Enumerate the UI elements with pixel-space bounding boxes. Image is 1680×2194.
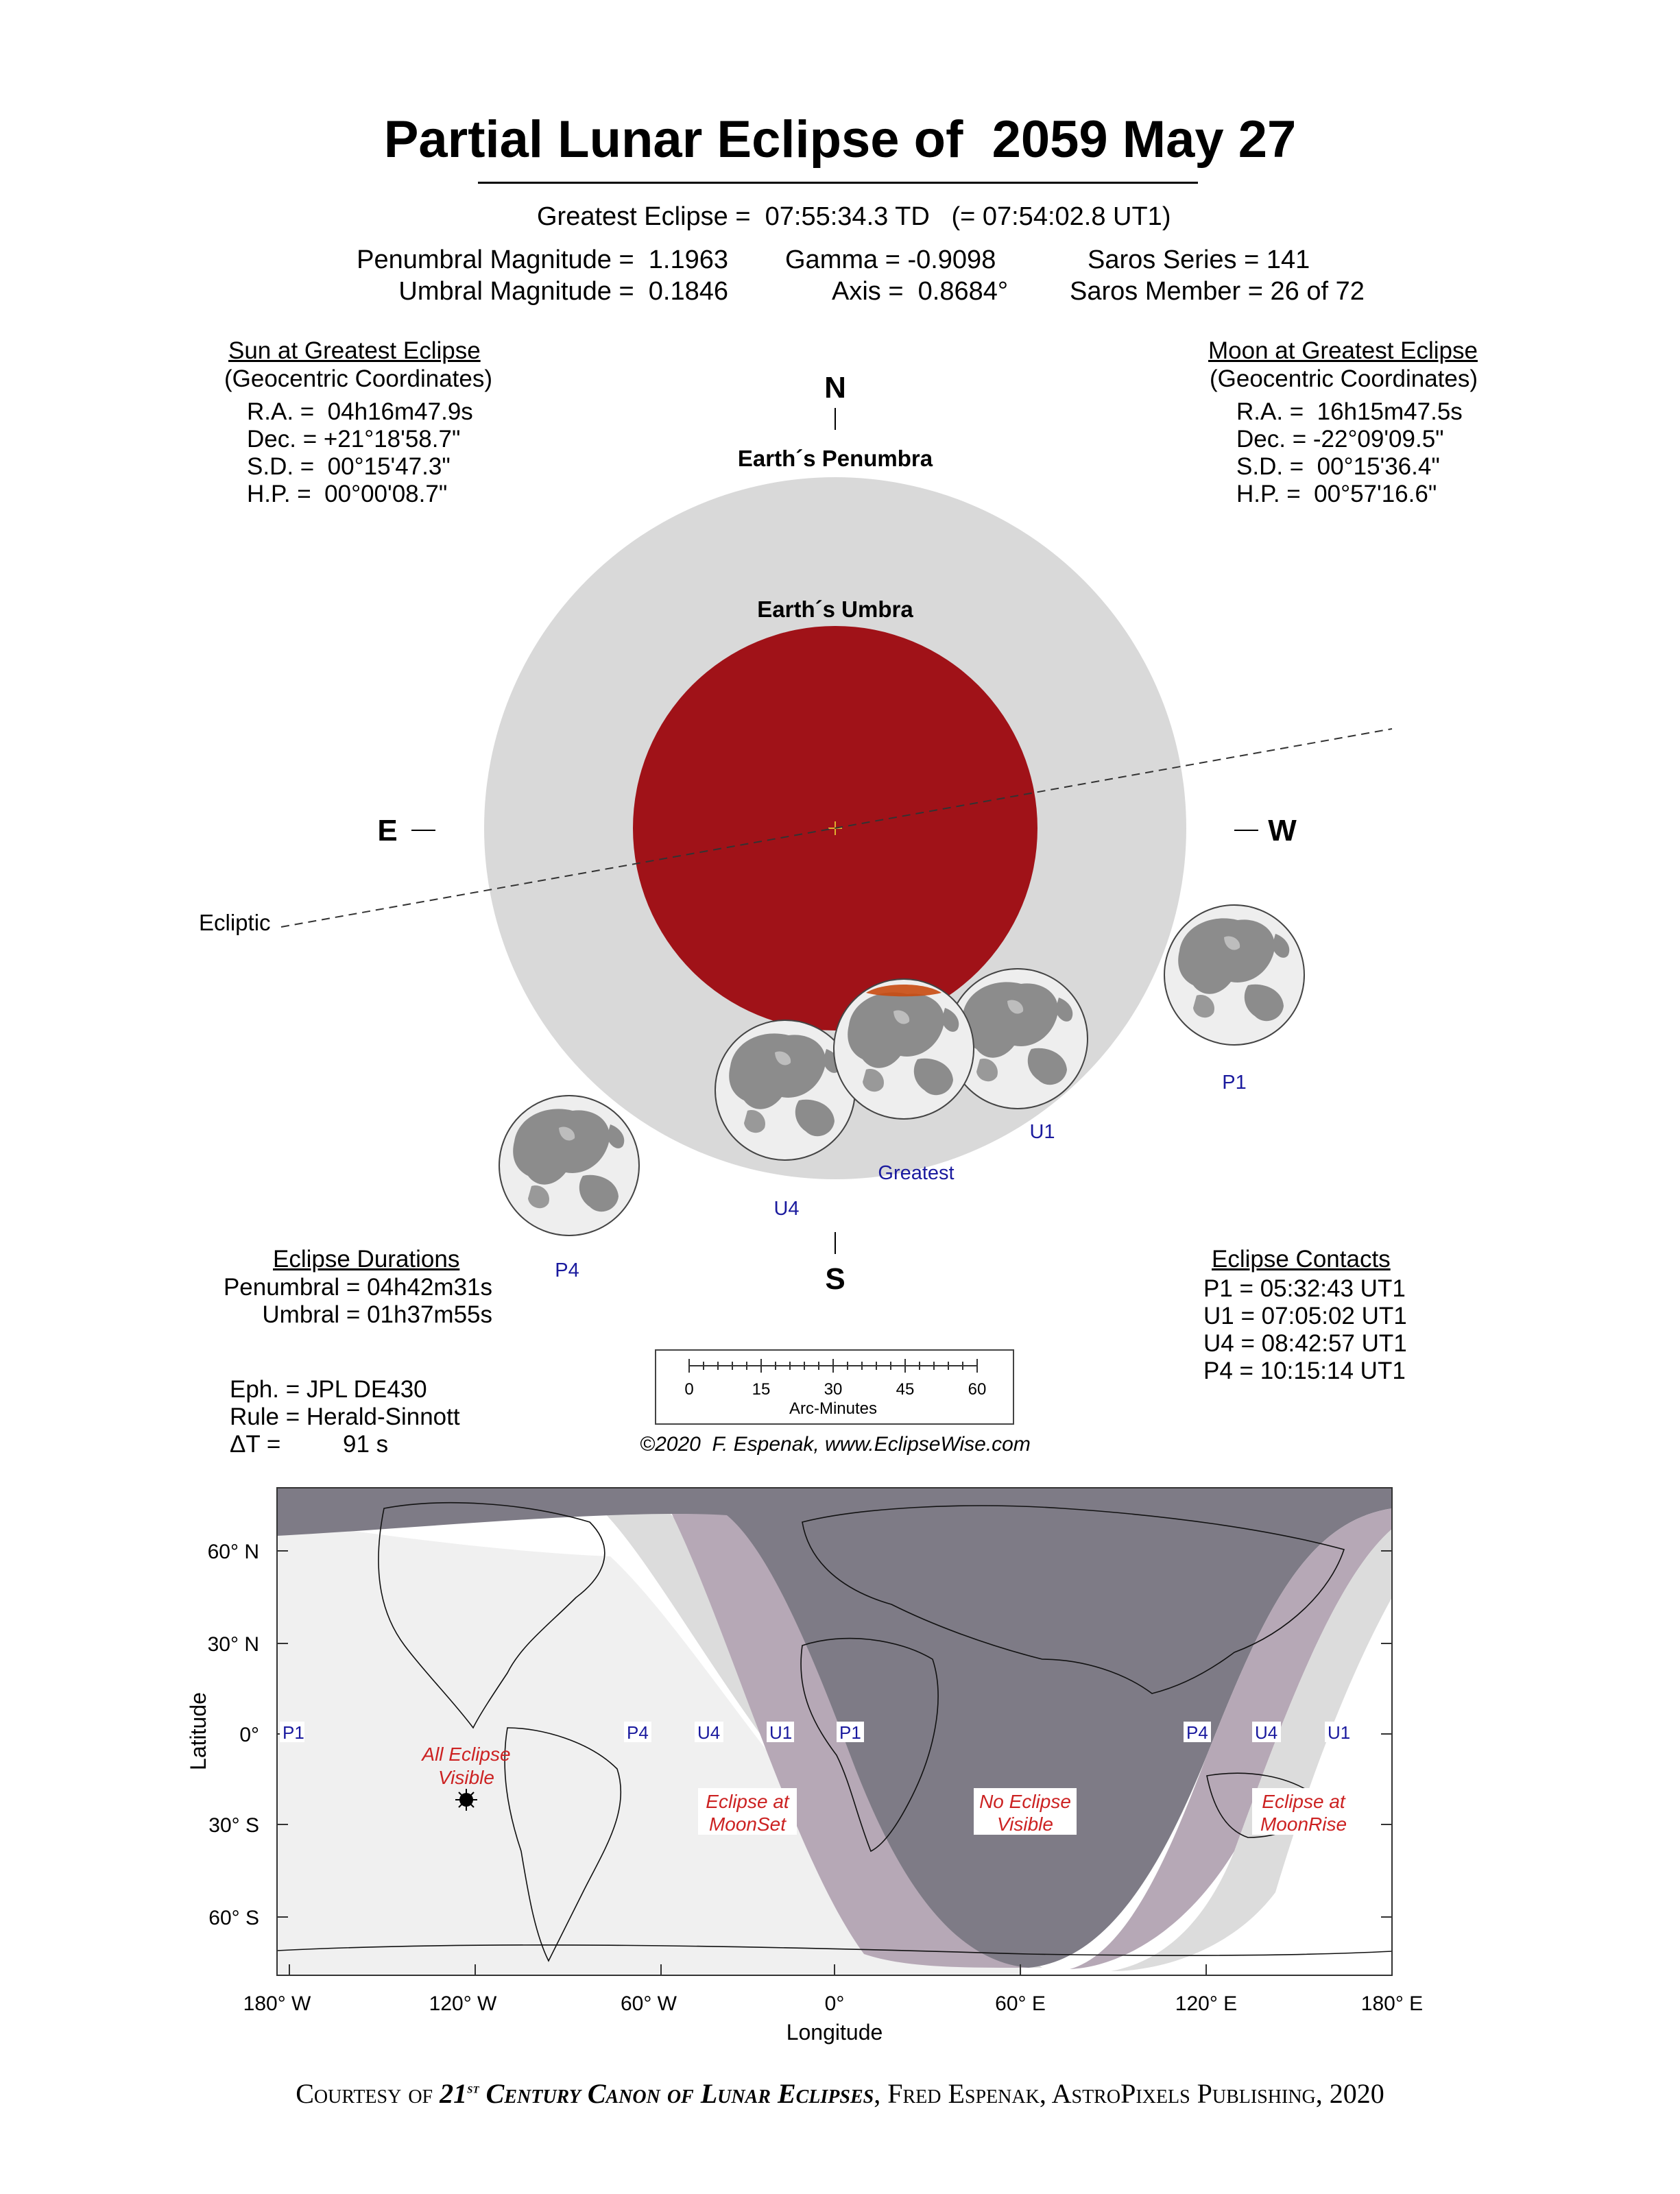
scale-label: Arc-Minutes — [789, 1399, 878, 1418]
moon-ra: R.A. = 16h15m47.5s — [1236, 398, 1463, 425]
saros-series: Saros Series = 141 — [1088, 245, 1310, 274]
lon-tick: 120° E — [1175, 1992, 1238, 2015]
curve-label: U4 — [1255, 1722, 1278, 1743]
sun-sd: S.D. = 00°15'47.3" — [247, 453, 451, 480]
axis: Axis = 0.8684° — [832, 277, 1009, 306]
durations-heading: Eclipse Durations — [273, 1246, 460, 1273]
gamma: Gamma = -0.9098 — [785, 245, 996, 274]
lat-tick: 30° S — [208, 1814, 259, 1837]
delta-t-value: 91 s — [343, 1431, 389, 1458]
scale-tick: 15 — [752, 1380, 771, 1399]
curve-label: P1 — [283, 1722, 304, 1743]
rule: Rule = Herald-Sinnott — [230, 1403, 460, 1430]
north-label: N — [824, 371, 846, 405]
visibility-map — [0, 1474, 1680, 2057]
copyright: ©2020 F. Espenak, www.EclipseWise.com — [640, 1433, 1031, 1456]
sun-subheading: (Geocentric Coordinates) — [224, 365, 492, 392]
curve-label: P4 — [627, 1722, 649, 1743]
umbra-label: Earth´s Umbra — [757, 596, 913, 622]
moon-hp: H.P. = 00°57'16.6" — [1236, 481, 1437, 507]
scale-tick: 60 — [968, 1380, 987, 1399]
lat-tick: 0° — [239, 1724, 259, 1746]
duration-penumbral: Penumbral = 04h42m31s — [223, 1274, 492, 1301]
region-moonset-2: MoonSet — [708, 1813, 787, 1835]
contact-p4: P4 = 10:15:14 UT1 — [1203, 1358, 1406, 1384]
greatest-eclipse: Greatest Eclipse = 07:55:34.3 TD (= 07:54:02.8 UT1) — [537, 202, 1171, 231]
penumbral-magnitude: Penumbral Magnitude = 1.1963 — [357, 245, 728, 274]
contact-u1: U1 = 07:05:02 UT1 — [1203, 1303, 1407, 1329]
duration-umbral: Umbral = 01h37m55s — [262, 1301, 492, 1328]
east-label: E — [377, 814, 398, 847]
lon-tick: 60° E — [995, 1992, 1046, 2015]
map-ylabel: Latitude — [186, 1692, 211, 1770]
moon-p4 — [499, 1096, 639, 1235]
scale-tick: 45 — [896, 1380, 915, 1399]
moon-subheading: (Geocentric Coordinates) — [1210, 365, 1478, 392]
contact-p1: P1 = 05:32:43 UT1 — [1203, 1275, 1406, 1302]
umbral-magnitude: Umbral Magnitude = 0.1846 — [398, 277, 728, 306]
lon-tick: 180° E — [1360, 1992, 1424, 2015]
ephemeris: Eph. = JPL DE430 — [230, 1376, 427, 1403]
lat-tick: 60° N — [207, 1541, 259, 1563]
region-moonrise-2: MoonRise — [1260, 1813, 1347, 1835]
delta-t-label: ΔT = — [230, 1431, 281, 1458]
u4-label: U4 — [773, 1198, 800, 1220]
scale-tick: 30 — [824, 1380, 843, 1399]
contact-u4: U4 = 08:42:57 UT1 — [1203, 1330, 1407, 1357]
lon-tick: 0° — [824, 1992, 845, 2015]
scale-tick: 0 — [684, 1380, 694, 1399]
moon-p1 — [1164, 905, 1304, 1045]
lat-tick: 60° S — [208, 1907, 259, 1929]
page-title: Partial Lunar Eclipse of 2059 May 27 — [383, 110, 1297, 169]
west-label: W — [1268, 814, 1297, 847]
moon-sd: S.D. = 00°15'36.4" — [1236, 453, 1440, 480]
contacts-heading: Eclipse Contacts — [1212, 1246, 1391, 1273]
sun-ra: R.A. = 04h16m47.9s — [247, 398, 473, 425]
curve-label: U4 — [697, 1722, 721, 1743]
saros-member: Saros Member = 26 of 72 — [1070, 277, 1365, 306]
map-xlabel: Longitude — [786, 2020, 883, 2045]
sun-hp: H.P. = 00°00'08.7" — [247, 481, 448, 507]
moon-heading: Moon at Greatest Eclipse — [1208, 337, 1478, 364]
south-label: S — [825, 1262, 845, 1296]
region-none-2: Visible — [997, 1813, 1053, 1835]
ecliptic-label: Ecliptic — [199, 910, 271, 935]
scale-bar — [655, 1349, 1015, 1426]
curve-label: U1 — [769, 1722, 793, 1743]
courtesy-line: Courtesy of 21st Century Canon of Lunar Eclipses, Fred Espenak, AstroPixels Publishing, 2020 — [296, 2078, 1384, 2109]
curve-label: P4 — [1186, 1722, 1208, 1743]
region-moonrise-1: Eclipse at — [1262, 1791, 1345, 1812]
region-all-1: All Eclipse — [422, 1744, 511, 1765]
region-all-2: Visible — [438, 1767, 494, 1788]
lat-tick: 30° N — [207, 1633, 259, 1656]
lon-tick: 120° W — [429, 1992, 497, 2015]
moon-greatest — [834, 979, 974, 1119]
greatest-label: Greatest — [878, 1162, 955, 1184]
u1-label: U1 — [1029, 1121, 1055, 1143]
sun-dec: Dec. = +21°18'58.7" — [247, 426, 461, 453]
region-moonset-1: Eclipse at — [706, 1791, 789, 1812]
curve-label: U1 — [1328, 1722, 1351, 1743]
lon-tick: 60° W — [620, 1992, 677, 2015]
region-none-1: No Eclipse — [979, 1791, 1071, 1812]
penumbra-label: Earth´s Penumbra — [737, 446, 933, 471]
p1-label: P1 — [1222, 1072, 1247, 1094]
moon-dec: Dec. = -22°09'09.5" — [1236, 426, 1444, 453]
p4-label: P4 — [555, 1259, 579, 1281]
sun-heading: Sun at Greatest Eclipse — [228, 337, 481, 364]
lon-tick: 180° W — [243, 1992, 311, 2015]
curve-label: P1 — [839, 1722, 861, 1743]
